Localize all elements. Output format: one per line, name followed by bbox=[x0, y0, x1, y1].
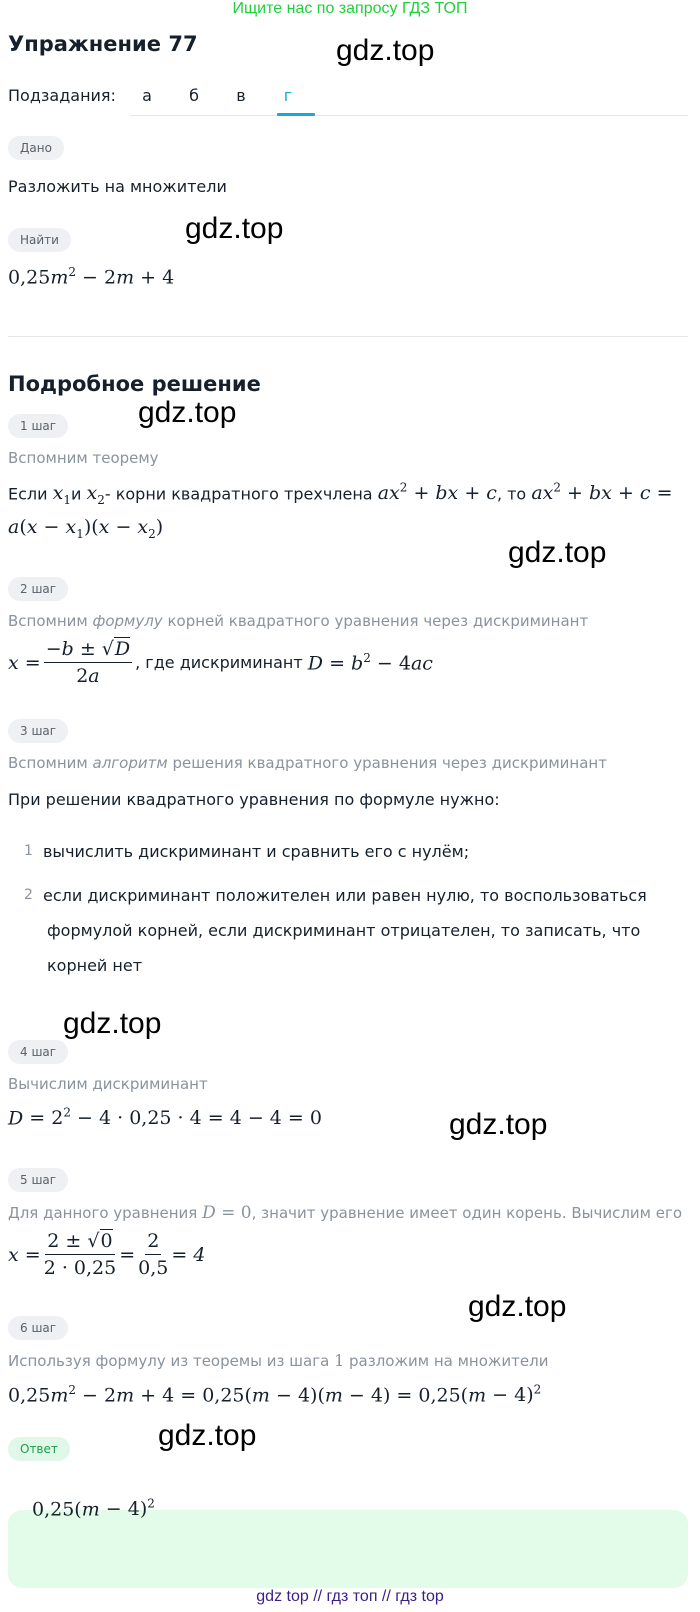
given-pill: Дано bbox=[8, 136, 64, 160]
step-2-hint-a: Вспомним bbox=[8, 612, 88, 630]
step-4-hint: Вычислим дискриминант bbox=[8, 1075, 208, 1093]
step-2-formula: x = $\frac{-b \pm √D}{2a}$ , где дискриминант $D = b^2 - 4ac$ bbox=[8, 638, 433, 687]
step-6-factorization: $0,25m^2 - 2m + 4 = 0,25(m - 4)(m - 4) = 0,25(m - 4)^2$ bbox=[8, 1383, 542, 1407]
subtask-active-indicator bbox=[277, 113, 315, 116]
step-1-pill: 1 шаг bbox=[8, 414, 68, 438]
step-6-pill: 6 шаг bbox=[8, 1316, 68, 1340]
footer-links[interactable]: gdz top // гдз топ // гдз top bbox=[256, 1588, 444, 1605]
list-item-text: формулой корней, если дискриминант отрицателен, то записать, что bbox=[47, 921, 641, 940]
step-6-hint-a: Используя формулу из теоремы из шага bbox=[8, 1352, 330, 1370]
step-1-factored: $a(x - x_1)(x - x_2)$ bbox=[8, 516, 164, 541]
step-2-pill: 2 шаг bbox=[8, 577, 68, 601]
subtask-tab-a[interactable]: а bbox=[142, 86, 152, 105]
find-expression: $0,25m^2 - 2m + 4$ bbox=[8, 265, 175, 289]
watermark: gdz.top bbox=[63, 1007, 162, 1040]
watermark: gdz.top bbox=[449, 1108, 548, 1141]
step-2-where: , где дискриминант bbox=[135, 653, 303, 672]
watermark: gdz.top bbox=[336, 34, 435, 67]
step-2-hint bbox=[8, 612, 588, 630]
step-2-hint-em: формулу bbox=[92, 612, 163, 630]
page-title: Упражнение 77 bbox=[8, 32, 198, 56]
step-3-hint-a: Вспомним bbox=[8, 754, 88, 772]
step-1-hint: Вспомним теорему bbox=[8, 449, 159, 467]
step-4-discriminant: $D = 2^2 - 4 \cdot 0,25 \cdot 4 = 4 - 4 = 0$ bbox=[8, 1106, 322, 1130]
watermark: gdz.top bbox=[508, 536, 607, 569]
watermark: gdz.top bbox=[185, 212, 284, 245]
list-item-number: 1 bbox=[24, 843, 33, 859]
step-3-hint-b: решения квадратного уравнения через дискриминант bbox=[172, 754, 607, 772]
step-5-pill: 5 шаг bbox=[8, 1168, 68, 1192]
answer-expression: $0,25(m - 4)^2$ bbox=[32, 1497, 155, 1521]
step-5-hint-b: , значит уравнение имеет один корень. Вычислим его bbox=[251, 1204, 683, 1222]
list-item-number: 2 bbox=[24, 887, 33, 903]
subtasks-label: Подзадания: bbox=[8, 86, 116, 105]
list-item-text: вычислить дискриминант и сравнить его с нулём; bbox=[43, 842, 470, 861]
step-5-hint-a: Для данного уравнения bbox=[8, 1204, 198, 1222]
step-1-theorem: Если $x_1и$ $x_2-$ корни квадратного трехчлена $ax^2$ + bx + c, то $ax^2$ + bx + c = bbox=[8, 481, 673, 508]
answer-box bbox=[8, 1510, 688, 1588]
subtask-tab-b[interactable]: б bbox=[189, 86, 199, 105]
step-5-hint: Для данного уравнения D = 0, значит уравнение имеет один корень. Вычислим его bbox=[8, 1203, 683, 1223]
watermark: gdz.top bbox=[158, 1419, 257, 1452]
step-3-intro: При решении квадратного уравнения по формуле нужно: bbox=[8, 790, 500, 809]
step-3-hint-em: алгоритм bbox=[92, 754, 168, 772]
step-4-pill: 4 шаг bbox=[8, 1040, 68, 1064]
step-1-if: Если bbox=[8, 484, 48, 504]
subtasks-underline bbox=[130, 115, 688, 116]
step-3-pill: 3 шаг bbox=[8, 719, 68, 743]
step-2-hint-b: корней квадратного уравнения через дискриминант bbox=[167, 612, 589, 630]
list-item-text: если дискриминант положителен или равен нулю, то воспользоваться bbox=[43, 886, 647, 905]
step-3-hint bbox=[8, 754, 607, 772]
watermark: gdz.top bbox=[138, 396, 237, 429]
step-1-text: - корни квадратного трехчлена bbox=[104, 484, 373, 504]
step-6-hint-num: 1 bbox=[334, 1351, 345, 1370]
step-1-then: , то bbox=[496, 484, 527, 504]
watermark: gdz.top bbox=[468, 1290, 567, 1323]
solution-title: Подробное решение bbox=[8, 372, 261, 396]
list-item-text: корней нет bbox=[47, 956, 143, 975]
divider bbox=[8, 336, 688, 337]
subtask-tab-g[interactable]: г bbox=[283, 86, 293, 105]
subtask-tab-v[interactable]: в bbox=[236, 86, 246, 105]
step-6-hint bbox=[8, 1351, 548, 1370]
search-banner[interactable]: Ищите нас по запросу ГДЗ ТОП bbox=[232, 0, 468, 17]
step-1-and: и bbox=[70, 484, 82, 504]
given-text: Разложить на множители bbox=[8, 177, 227, 196]
find-pill: Найти bbox=[8, 228, 71, 252]
step-5-root: x = $\frac{2 \pm √0}{2 \cdot 0,25}$ = $\frac{2}{0,5}$ = 4 bbox=[8, 1230, 206, 1279]
step-6-hint-b: разложим на множители bbox=[349, 1352, 549, 1370]
answer-pill: Ответ bbox=[8, 1437, 70, 1461]
